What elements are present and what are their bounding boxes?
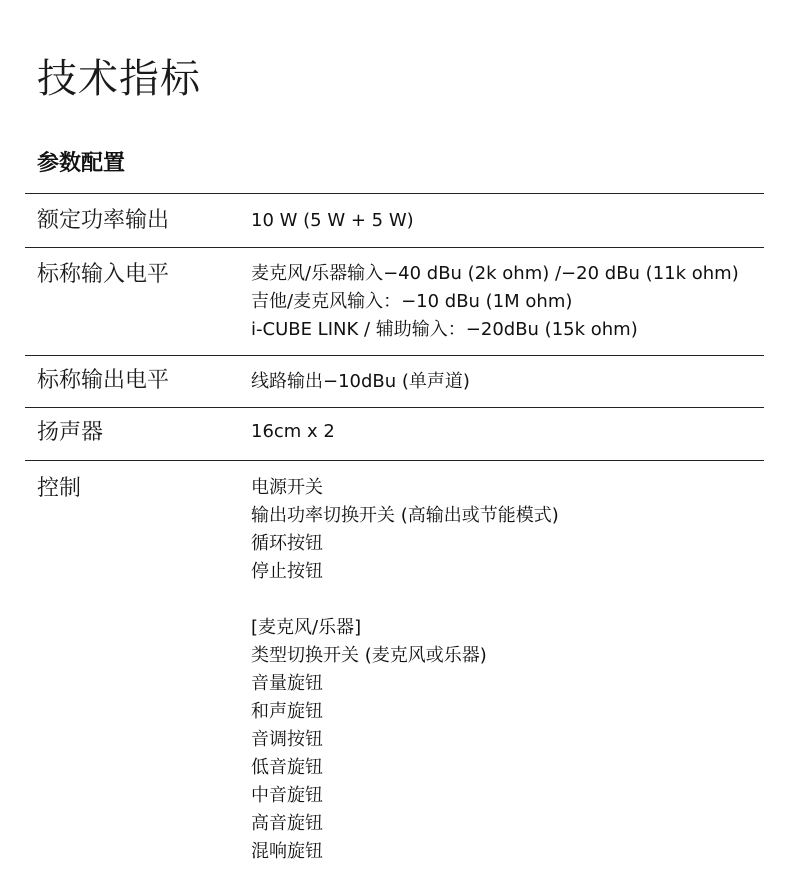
- spec-label: 额定功率输出: [37, 208, 170, 233]
- spec-value-line: [麦克风/乐器]: [251, 617, 362, 638]
- spec-table: [25, 193, 764, 866]
- spec-value: [251, 366, 764, 407]
- spec-value: [251, 206, 764, 247]
- spec-value-line: 混响旋钮: [251, 841, 323, 862]
- spec-value: [251, 260, 764, 355]
- spec-value-line: 音量旋钮: [251, 673, 323, 694]
- spec-label: 控制: [37, 476, 82, 501]
- spec-value-line: 高音旋钮: [251, 813, 323, 834]
- spec-value-line: 吉他/麦克风输入：−10 dBu (1M ohm): [251, 291, 573, 312]
- spec-value: [251, 418, 764, 460]
- spec-row-controls: [25, 461, 764, 866]
- spec-row-speaker: [25, 408, 764, 461]
- spec-value-line: 电源开关: [251, 477, 323, 498]
- spec-value-line: 类型切换开关 (麦克风或乐器): [251, 645, 487, 666]
- page-title: 技术指标: [37, 56, 201, 102]
- spec-row-output-level: [25, 356, 764, 408]
- spec-value-line: 线路输出−10dBu (单声道): [251, 371, 470, 392]
- spec-value-line: i-CUBE LINK / 辅助输入：−20dBu (15k ohm): [251, 319, 638, 340]
- spec-label: 标称输入电平: [37, 262, 170, 287]
- spec-label: 标称输出电平: [37, 368, 170, 393]
- spec-label: 扬声器: [37, 420, 104, 445]
- spec-row-rated-power: [25, 194, 764, 248]
- spec-value-line: 输出功率切换开关 (高输出或节能模式): [251, 505, 559, 526]
- spec-value-line: 停止按钮: [251, 561, 323, 582]
- spec-value-spacer: [251, 586, 764, 614]
- spec-value: [251, 474, 764, 866]
- spec-value-line: 16cm x 2: [251, 421, 335, 442]
- spec-value-line: 中音旋钮: [251, 785, 323, 806]
- spec-value-line: 麦克风/乐器输入−40 dBu (2k ohm) /−20 dBu (11k ohm): [251, 263, 739, 284]
- spec-value-line: 音调按钮: [251, 729, 323, 750]
- spec-value-line: 10 W (5 W + 5 W): [251, 210, 414, 231]
- spec-row-input-level: [25, 248, 764, 356]
- spec-value-line: 和声旋钮: [251, 701, 323, 722]
- spec-value-line: 低音旋钮: [251, 757, 323, 778]
- section-title: 参数配置: [37, 151, 126, 176]
- spec-value-line: 循环按钮: [251, 533, 323, 554]
